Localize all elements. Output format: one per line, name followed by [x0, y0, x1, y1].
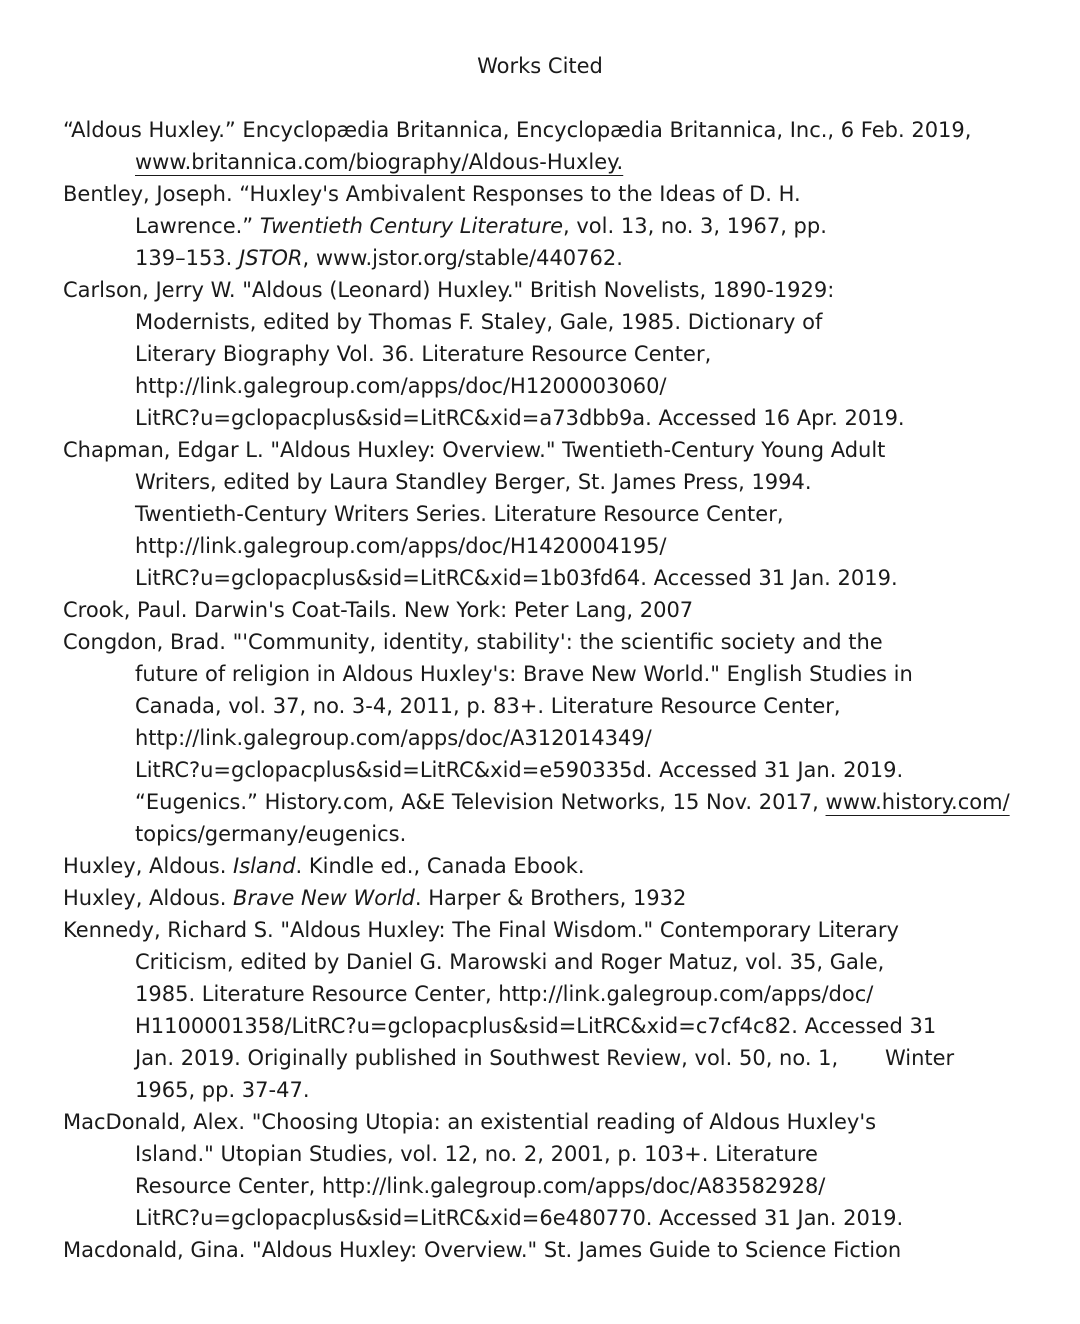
citation-entry: [63, 626, 1063, 850]
citation-text: http://link.galegroup.com/apps/doc/A312014349/: [135, 726, 652, 750]
citation-link[interactable]: www.history.com/: [825, 790, 1010, 814]
citation-text: topics/germany/eugenics.: [135, 822, 407, 846]
citation-text: Resource Center, http://link.galegroup.com/apps/doc/A83582928/: [135, 1174, 826, 1198]
citation-text: Jan. 2019. Originally published in Southwest Review, vol. 50, no. 1, Winter: [135, 1046, 955, 1070]
citation-text: Canada, vol. 37, no. 3-4, 2011, p. 83+. Literature Resource Center,: [135, 694, 841, 718]
citation-continuation-line: [63, 946, 1063, 978]
citation-italic-title: JSTOR: [239, 246, 303, 270]
citation-entry: [63, 1234, 1063, 1266]
citation-text: LitRC?u=gclopacplus&sid=LitRC&xid=1b03fd64. Accessed 31 Jan. 2019.: [135, 566, 898, 590]
works-cited-list: [63, 114, 1063, 1266]
citation-text: LitRC?u=gclopacplus&sid=LitRC&xid=e590335d. Accessed 31 Jan. 2019.: [135, 758, 904, 782]
citation-first-line: [63, 1234, 1063, 1266]
citation-first-line: [63, 274, 1063, 306]
citation-continuation-line: [63, 786, 1063, 818]
citation-text: Twentieth-Century Writers Series. Literature Resource Center,: [135, 502, 784, 526]
citation-text: Macdonald, Gina. "Aldous Huxley: Overview." St. James Guide to Science Fiction: [63, 1238, 902, 1262]
citation-text: Chapman, Edgar L. "Aldous Huxley: Overview." Twentieth-Century Young Adult: [63, 438, 886, 462]
citation-continuation-line: [63, 818, 1063, 850]
citation-continuation-line: [63, 1170, 1063, 1202]
citation-text: 1985. Literature Resource Center, http://link.galegroup.com/apps/doc/: [135, 982, 874, 1006]
citation-continuation-line: [63, 690, 1063, 722]
citation-continuation-line: [63, 1010, 1063, 1042]
citation-continuation-line: [63, 498, 1063, 530]
citation-entry: [63, 882, 1063, 914]
citation-text: http://link.galegroup.com/apps/doc/H1420004195/: [135, 534, 667, 558]
citation-first-line: [63, 850, 1063, 882]
citation-continuation-line: [63, 242, 1063, 274]
citation-first-line: [63, 434, 1063, 466]
citation-entry: [63, 274, 1063, 434]
citation-text: Criticism, edited by Daniel G. Marowski and Roger Matuz, vol. 35, Gale,: [135, 950, 885, 974]
citation-text: Modernists, edited by Thomas F. Staley, Gale, 1985. Dictionary of: [135, 310, 823, 334]
citation-continuation-line: [63, 658, 1063, 690]
citation-continuation-line: [63, 306, 1063, 338]
citation-first-line: [63, 114, 1063, 146]
citation-text: Kennedy, Richard S. "Aldous Huxley: The Final Wisdom." Contemporary Literary: [63, 918, 899, 942]
citation-text: , vol. 13, no. 3, 1967, pp.: [563, 214, 827, 238]
citation-first-line: [63, 1106, 1063, 1138]
citation-continuation-line: [63, 402, 1063, 434]
citation-italic-title: Brave New World: [233, 886, 415, 910]
citation-continuation-line: [63, 1042, 1063, 1074]
citation-first-line: [63, 882, 1063, 914]
citation-continuation-line: [63, 562, 1063, 594]
citation-continuation-line: [63, 338, 1063, 370]
citation-text: H1100001358/LitRC?u=gclopacplus&sid=LitRC&xid=c7cf4c82. Accessed 31: [135, 1014, 937, 1038]
citation-continuation-line: [63, 466, 1063, 498]
citation-text: 1965, pp. 37-47.: [135, 1078, 310, 1102]
citation-continuation-line: [63, 1202, 1063, 1234]
citation-text: Huxley, Aldous.: [63, 854, 234, 878]
citation-first-line: [63, 626, 1063, 658]
citation-entry: [63, 178, 1063, 274]
citation-continuation-line: [63, 370, 1063, 402]
citation-entry: [63, 850, 1063, 882]
citation-entry: [63, 1106, 1063, 1234]
citation-text: Writers, edited by Laura Standley Berger, St. James Press, 1994.: [135, 470, 812, 494]
citation-italic-title: Twentieth Century Literature: [259, 214, 564, 238]
citation-text: Carlson, Jerry W. "Aldous (Leonard) Huxley." British Novelists, 1890-1929:: [63, 278, 835, 302]
citation-text: . Kindle ed., Canada Ebook.: [295, 854, 585, 878]
citation-text: “Aldous Huxley.” Encyclopædia Britannica, Encyclopædia Britannica, Inc., 6 Feb. 2019,: [63, 118, 972, 142]
citation-continuation-line: [63, 978, 1063, 1010]
page-title: Works Cited: [477, 54, 603, 78]
citation-entry: [63, 594, 1063, 626]
citation-first-line: [63, 914, 1063, 946]
citation-text: Congdon, Brad. "'Community, identity, stability': the scientific society and the: [63, 630, 883, 654]
citation-continuation-line: [63, 754, 1063, 786]
citation-text: Lawrence.”: [135, 214, 260, 238]
citation-text: LitRC?u=gclopacplus&sid=LitRC&xid=a73dbb9a. Accessed 16 Apr. 2019.: [135, 406, 905, 430]
citation-text: Huxley, Aldous.: [63, 886, 234, 910]
citation-text: Bentley, Joseph. “Huxley's Ambivalent Responses to the Ideas of D. H.: [63, 182, 801, 206]
citation-text: MacDonald, Alex. "Choosing Utopia: an existential reading of Aldous Huxley's: [63, 1110, 877, 1134]
citation-first-line: [63, 594, 1063, 626]
citation-text: http://link.galegroup.com/apps/doc/H1200003060/: [135, 374, 667, 398]
citation-continuation-line: [63, 530, 1063, 562]
citation-continuation-line: [63, 146, 1063, 178]
citation-link[interactable]: www.britannica.com/biography/Aldous-Huxley.: [135, 150, 624, 174]
citation-text: , www.jstor.org/stable/440762.: [302, 246, 623, 270]
citation-text: future of religion in Aldous Huxley's: Brave New World." English Studies in: [135, 662, 913, 686]
citation-continuation-line: [63, 722, 1063, 754]
citation-text: Crook, Paul. Darwin's Coat-Tails. New York: Peter Lang, 2007: [63, 598, 694, 622]
citation-entry: [63, 914, 1063, 1106]
citation-text: Literary Biography Vol. 36. Literature Resource Center,: [135, 342, 712, 366]
citation-first-line: [63, 178, 1063, 210]
citation-text: “Eugenics.” History.com, A&E Television Networks, 15 Nov. 2017,: [135, 790, 826, 814]
citation-italic-title: Island: [233, 854, 296, 878]
citation-continuation-line: [63, 210, 1063, 242]
citation-text: 139–153.: [135, 246, 240, 270]
citation-entry: [63, 114, 1063, 178]
citation-text: . Harper & Brothers, 1932: [414, 886, 687, 910]
citation-entry: [63, 434, 1063, 594]
citation-text: Island." Utopian Studies, vol. 12, no. 2, 2001, p. 103+. Literature: [135, 1142, 818, 1166]
citation-continuation-line: [63, 1074, 1063, 1106]
citation-text: LitRC?u=gclopacplus&sid=LitRC&xid=6e480770. Accessed 31 Jan. 2019.: [135, 1206, 904, 1230]
citation-continuation-line: [63, 1138, 1063, 1170]
